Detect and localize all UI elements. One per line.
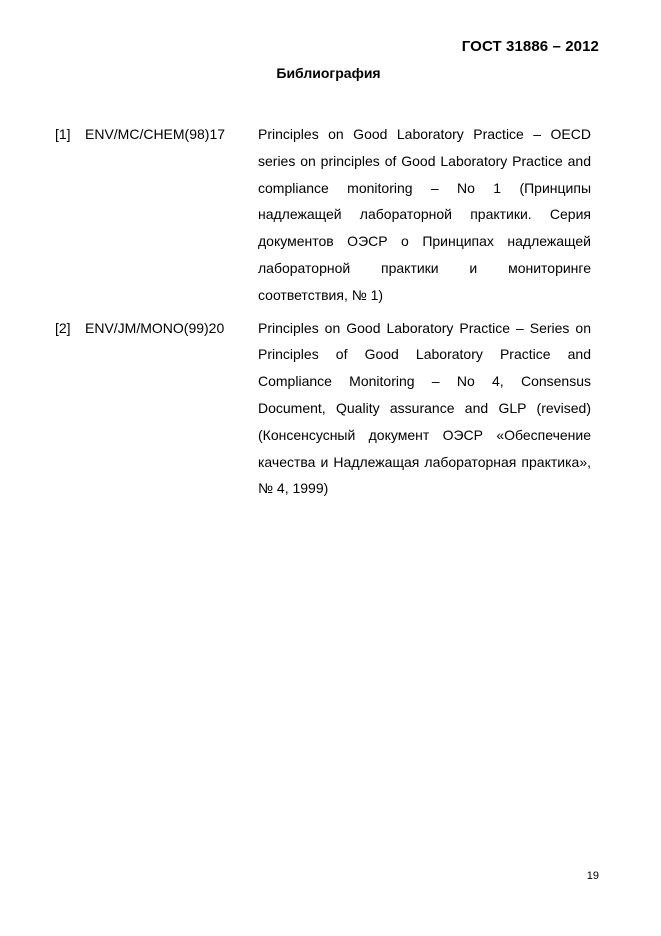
entry-code: ENV/JM/MONO(99)20 [85, 319, 225, 336]
entry-code: ENV/MC/CHEM(98)17 [85, 126, 226, 142]
entry-number: [1] [55, 126, 71, 142]
page-number: 19 [586, 870, 599, 882]
section-title [0, 65, 661, 81]
bibliography-list [55, 121, 591, 508]
entry-number: [2] [55, 319, 71, 336]
section-title-text: Библиография [276, 65, 381, 81]
document-code: ГОСТ 31886 – 2012 [461, 38, 599, 55]
bibliography-entry [55, 121, 591, 309]
entry-text: Principles on Good Laboratory Practice – OECD series on principles of Good Laboratory Practice and compliance monitoring – No 1 (Принципы надлежащей лабораторной практики. Серия документов ОЭСР о Принципах надлежащей лабораторной практики и мониторинге соответствия, № 1) [258, 126, 591, 303]
entry-text: Principles on Good Laboratory Practice – Series on Principles of Good Laboratory Practice and Compliance Monitoring – No 4, Consensus Document, Quality assurance and GLP (revised) (Консенсусный документ ОЭСР «Обеспечение качества и Надлежащая лабораторная практика», № 4, 1999) [258, 319, 591, 497]
bibliography-entry [55, 315, 591, 503]
